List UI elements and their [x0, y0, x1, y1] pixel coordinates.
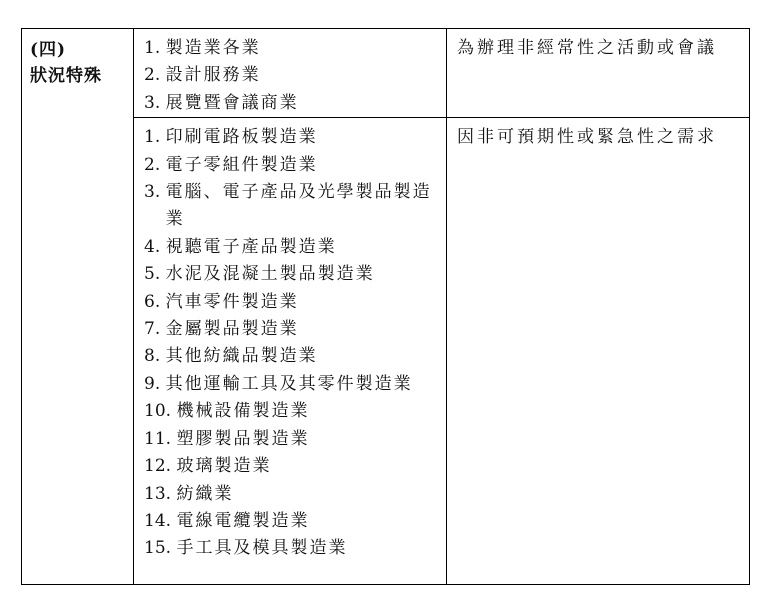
section-title: 狀況特殊	[30, 66, 102, 86]
item-text: 金屬製品製造業	[165, 319, 299, 340]
list-item	[144, 508, 442, 535]
item-number: 6.	[144, 291, 166, 312]
list-item	[144, 316, 442, 343]
item-number: 15.	[144, 538, 177, 559]
list-item	[144, 35, 442, 62]
description-text: 因非可預期性或緊急性之需求	[457, 127, 717, 148]
description-cell	[447, 29, 750, 118]
item-text: 視聽電子產品製造業	[165, 236, 337, 257]
item-text: 設計服務業	[165, 65, 261, 86]
industry-list-cell	[134, 29, 447, 118]
item-text: 電線電纜製造業	[176, 510, 310, 531]
section-number: (四)	[30, 40, 67, 60]
item-number: 2.	[144, 65, 166, 86]
item-text: 紡織業	[176, 483, 234, 504]
item-text: 塑膠製品製造業	[176, 428, 310, 449]
list-item	[144, 90, 442, 117]
list-item	[144, 371, 442, 398]
item-number: 5.	[144, 264, 166, 285]
list-item	[144, 289, 442, 316]
list-item	[144, 398, 442, 425]
section-heading-cell	[22, 29, 134, 585]
list-item	[144, 179, 442, 234]
table-row	[22, 29, 750, 118]
item-number: 13.	[144, 483, 177, 504]
item-number: 3.	[144, 92, 166, 113]
item-text: 其他紡織品製造業	[165, 346, 318, 367]
item-text: 展覽暨會議商業	[165, 92, 299, 113]
industry-list-cell	[134, 118, 447, 585]
list-item	[144, 481, 442, 508]
list-item	[144, 62, 442, 89]
item-number: 8.	[144, 346, 166, 367]
list-item	[144, 453, 442, 480]
item-number: 4.	[144, 236, 166, 257]
item-text: 手工具及模具製造業	[176, 538, 348, 559]
list-item	[144, 124, 442, 151]
item-text: 汽車零件製造業	[165, 291, 299, 312]
item-number: 3.	[144, 182, 166, 203]
special-conditions-table	[21, 28, 750, 585]
item-text: 水泥及混凝土製品製造業	[165, 264, 375, 285]
item-number: 14.	[144, 510, 177, 531]
description-cell	[447, 118, 750, 585]
list-item	[144, 261, 442, 288]
item-text: 電腦、電子產品及光學製品製造業	[165, 182, 432, 230]
list-item	[144, 535, 442, 562]
list-item	[144, 234, 442, 261]
item-number: 7.	[144, 319, 166, 340]
item-number: 9.	[144, 373, 166, 394]
item-number: 12.	[144, 456, 177, 477]
item-text: 印刷電路板製造業	[165, 127, 318, 148]
item-number: 10.	[144, 401, 177, 422]
item-text: 機械設備製造業	[176, 401, 310, 422]
item-text: 製造業各業	[165, 38, 261, 58]
list-item	[144, 426, 442, 453]
description-text: 為辦理非經常性之活動或會議	[457, 38, 717, 58]
item-number: 2.	[144, 154, 166, 175]
item-number: 1.	[144, 127, 166, 148]
item-text: 電子零組件製造業	[165, 154, 318, 175]
item-text: 其他運輸工具及其零件製造業	[165, 373, 413, 394]
list-item	[144, 343, 442, 370]
item-number: 1.	[144, 38, 166, 58]
item-number: 11.	[144, 428, 177, 449]
list-item	[144, 152, 442, 179]
item-text: 玻璃製造業	[176, 456, 272, 477]
